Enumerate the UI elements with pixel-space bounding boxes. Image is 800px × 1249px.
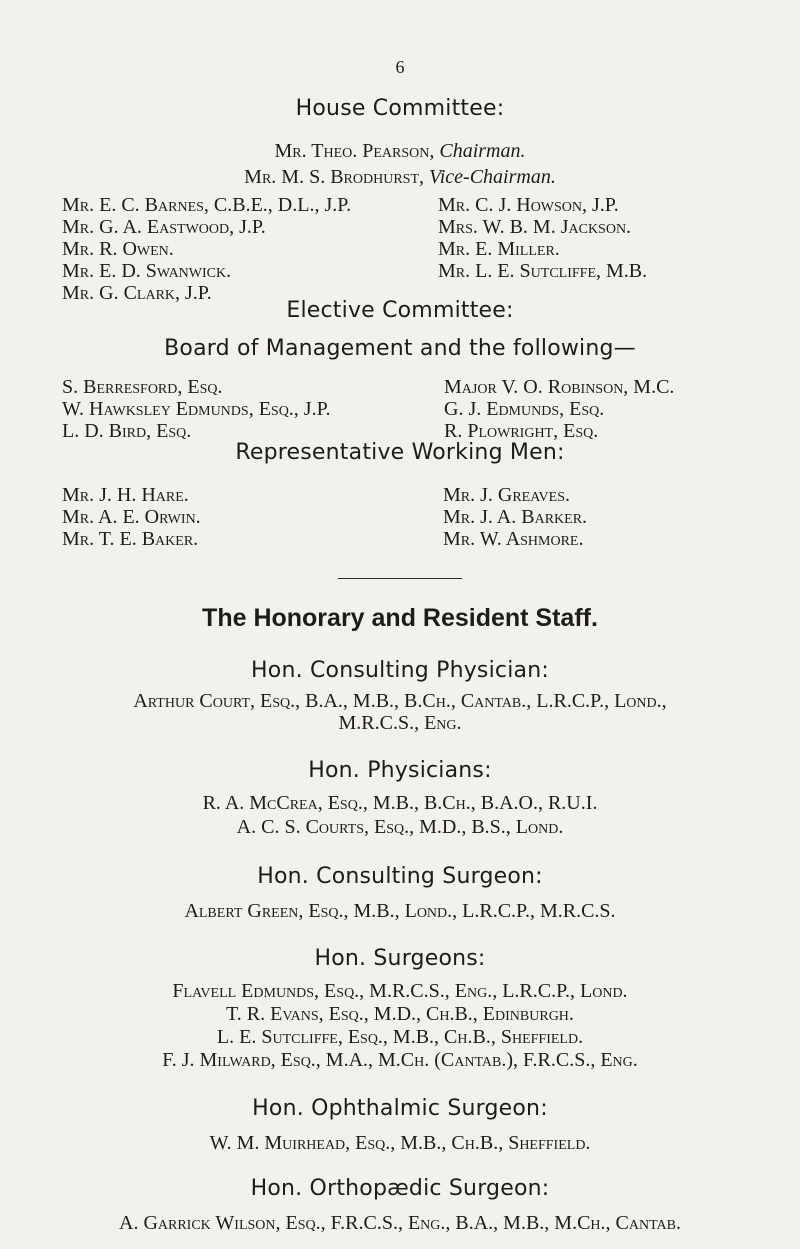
chairman-name: Mr. Theo. Pearson, [274,140,440,162]
member: Mr. R. Owen. [62,238,174,260]
page-number: 6 [395,57,405,77]
house-right-column [438,194,647,282]
staff-line: T. R. Evans, Esq., M.D., Ch.B., Edinburgh. [226,1003,574,1025]
member: L. D. Bird, Esq. [62,420,192,442]
staff-line: F. J. Milward, Esq., M.A., M.Ch. (Cantab.), F.R.C.S., Eng. [162,1049,638,1071]
house-left-column [62,194,351,304]
staff-line: L. E. Sutcliffe, Esq., M.B., Ch.B., Sheffield. [216,1026,584,1048]
house-committee-heading: House Committee: [295,96,505,121]
member: R. Plowright, Esq. [444,420,599,442]
member: Mr. C. J. Howson, J.P. [438,194,619,216]
member: Mr. T. E. Baker. [62,528,199,550]
elective-subheading: Board of Management and the following— [164,336,636,361]
working-men-right-column [443,484,587,550]
staff-line: Albert Green, Esq., M.B., Lond., L.R.C.P., M.R.C.S. [184,900,616,922]
orthopaedic-surgeon-heading: Hon. Orthopædic Surgeon: [250,1176,550,1201]
chairman-line [0,140,800,162]
staff-line: Flavell Edmunds, Esq., M.R.C.S., Eng., L.R.C.P., Lond. [172,980,628,1002]
member: Mr. J. H. Hare. [62,484,189,506]
chairman-role: Chairman. [439,140,526,162]
vice-chairman-line [0,166,800,188]
member: Mr. E. Miller. [438,238,560,260]
elective-left-column [62,376,331,442]
staff-line: A. C. S. Courts, Esq., M.D., B.S., Lond. [236,816,564,838]
surgeons-heading: Hon. Surgeons: [314,946,486,971]
member: Mr. L. E. Sutcliffe, M.B. [438,260,648,282]
consulting-physician-heading: Hon. Consulting Physician: [251,658,549,683]
member: Mr. J. Greaves. [443,484,570,506]
staff-line: M.R.C.S., Eng. [338,712,462,734]
vice-chairman-name: Mr. M. S. Brodhurst, [244,166,429,188]
elective-right-column [444,376,674,442]
physicians-heading: Hon. Physicians: [308,758,492,783]
member: Mr. G. A. Eastwood, J.P. [62,216,266,238]
staff-line: Arthur Court, Esq., B.A., M.B., B.Ch., Cantab., L.R.C.P., Lond., [133,690,667,712]
member: G. J. Edmunds, Esq. [444,398,605,420]
member: Mrs. W. B. M. Jackson. [438,216,632,238]
member: S. Berresford, Esq. [62,376,223,398]
staff-line: R. A. McCrea, Esq., M.B., B.Ch., B.A.O., R.U.I. [202,792,598,814]
member: Mr. G. Clark, J.P. [62,282,212,304]
staff-line: W. M. Muirhead, Esq., M.B., Ch.B., Sheffield. [209,1132,591,1154]
working-men-left-column [62,484,201,550]
ophthalmic-surgeon-heading: Hon. Ophthalmic Surgeon: [252,1096,548,1121]
section-divider [338,578,462,579]
member: Mr. E. D. Swanwick. [62,260,232,282]
member: Major V. O. Robinson, M.C. [444,376,675,398]
member: Mr. J. A. Barker. [443,506,588,528]
staff-heading: The Honorary and Resident Staff. [202,604,598,632]
vice-chairman-role: Vice-Chairman. [429,166,556,188]
staff-line: A. Garrick Wilson, Esq., F.R.C.S., Eng., B.A., M.B., M.Ch., Cantab. [119,1212,681,1234]
member: Mr. E. C. Barnes, C.B.E., D.L., J.P. [62,194,352,216]
consulting-surgeon-heading: Hon. Consulting Surgeon: [257,864,543,889]
elective-committee-heading: Elective Committee: [286,298,514,323]
member: W. Hawksley Edmunds, Esq., J.P. [62,398,331,420]
working-men-heading: Representative Working Men: [235,440,565,465]
member: Mr. W. Ashmore. [443,528,584,550]
member: Mr. A. E. Orwin. [62,506,201,528]
